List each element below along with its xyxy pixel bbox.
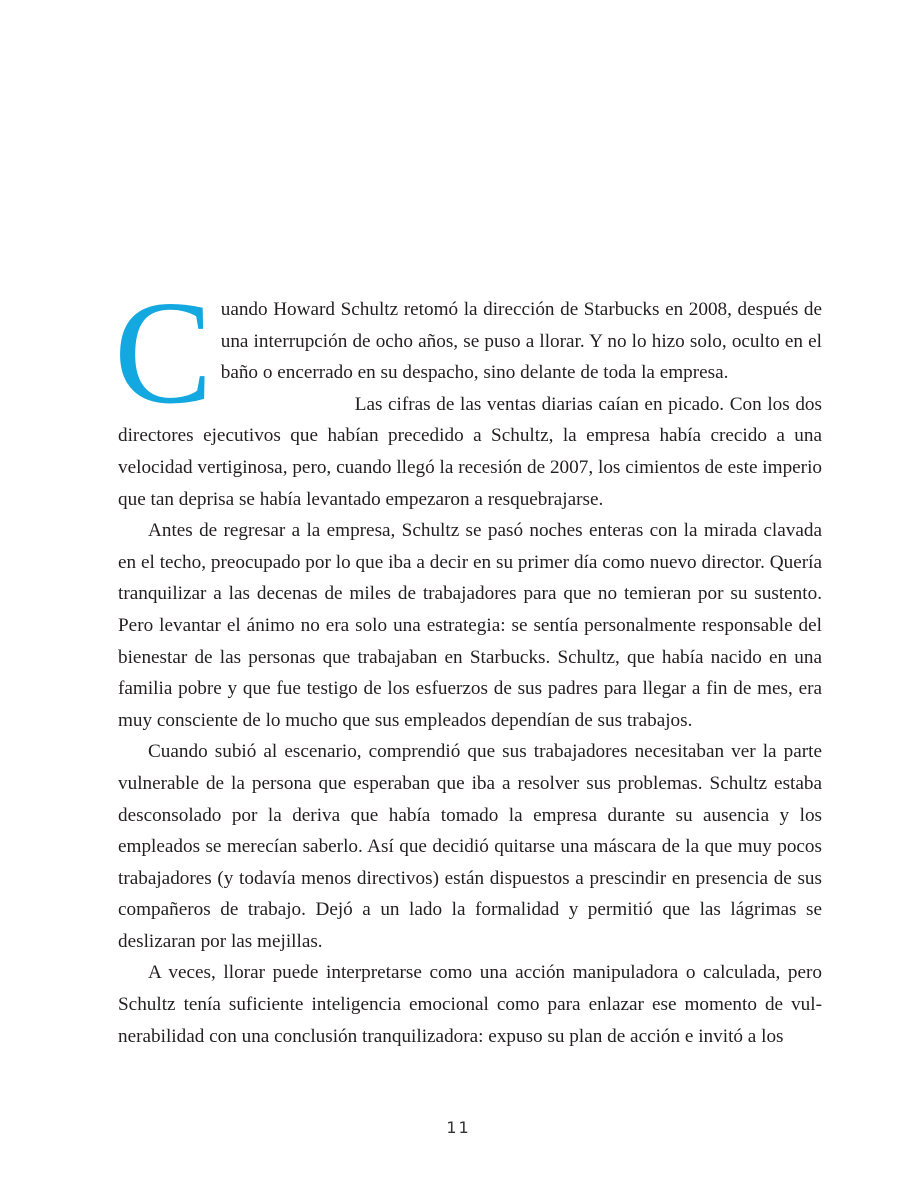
paragraph-1: uando Howard Schultz retomó la dirección de Starbucks en 2008, después de una interrupción de ocho años, se puso a llorar. Y no lo hizo solo, oculto en el baño o encerrado en su despacho, sino delante de toda la empresa.: [220, 299, 822, 384]
drop-cap-letter: C: [114, 271, 213, 435]
paragraph-2: Las cifras de las ventas diarias caían en picado. Con los dos directores ejecutivos que habían precedido a Schultz, la empresa había crecido a una velocidad vertiginosa, pero, cuando llegó la recesión de 2007, los cimientos de este imperio que tan deprisa se había levantado empezaron a resquebrajarse.: [118, 393, 822, 510]
paragraph-3: Antes de regresar a la empresa, Schultz se pasó noches enteras con la mirada clavada en el techo, preocupado por lo que iba a decir en su primer día como nuevo director. Quería tranquilizar a las decenas de miles de trabajadores para que no temieran por su sustento. Pero levantar el ánimo no era solo una estrategia: se sentía personalmente responsable del bienestar de las personas que trabajaban en Starbucks. Schultz, que había nacido en una familia pobre y que fue testigo de los esfuerzos de sus padres para llegar a fin de mes, era muy consciente de lo mucho que sus empleados dependían de sus trabajos.: [118, 520, 822, 731]
opening-paragraph-block: [114, 271, 822, 515]
paragraph-4: Cuando subió al escenario, comprendió que sus trabajadores necesitaban ver la parte vulnerable de la persona que esperaban que iba a resolver sus problemas. Schultz estaba desconsolado por la deriva que había tomado la empresa durante su ausencia y los empleados se merecían saberlo. Así que decidió quitarse una máscara de la que muy pocos trabajadores (y todavía menos directivos) están dispuestos a prescindir en presencia de sus compañeros de trabajo. Dejó a un lado la formalidad y permitió que las lágrimas se deslizaran por las mejillas.: [118, 741, 822, 952]
body-text: [114, 271, 822, 1052]
paragraph-5: A veces, llorar puede interpretarse como una acción manipuladora o calculada, pero Schultz tenía suficiente inteligencia emocional como para enlazar ese momento de vulnerabilidad con una conclusión tranquilizadora: expuso su plan de acción e invitó a los: [118, 962, 822, 1047]
page-number: 11: [446, 1118, 471, 1137]
